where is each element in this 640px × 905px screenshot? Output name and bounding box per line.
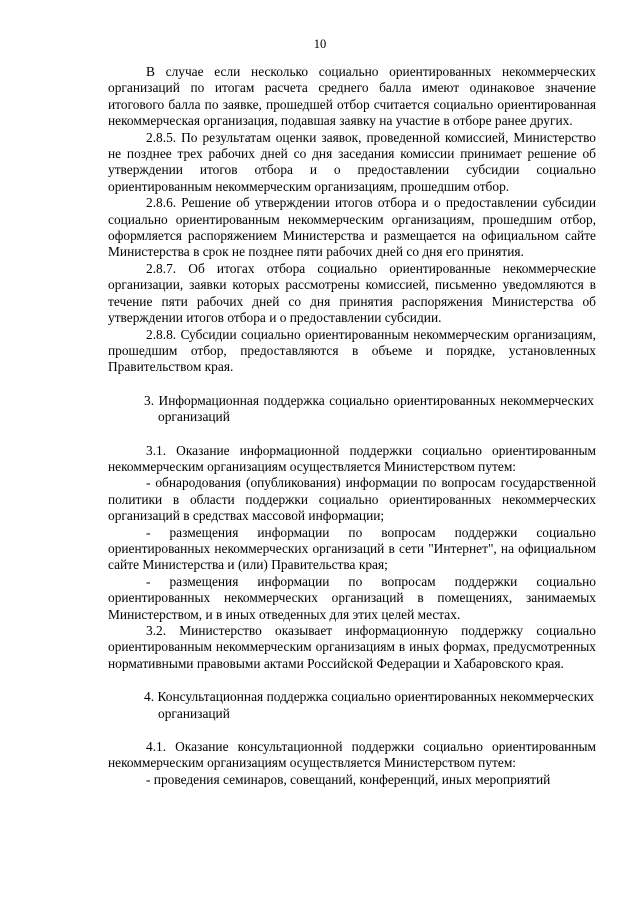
list-item-media: - обнародования (опубликования) информации по вопросам государственной политики в области поддержки социально ориентированных некоммерческих организаций в средствах массовой информации; [108, 475, 596, 524]
paragraph-4-1: 4.1. Оказание консультационной поддержки социально ориентированным некоммерческим организациям осуществляется Министерством путем: [108, 739, 596, 771]
list-item-seminars: - проведения семинаров, совещаний, конференций, иных мероприятий [146, 771, 551, 787]
list-item-premises: - размещения информации по вопросам поддержки социально ориентированных некоммерческих организаций в помещениях, занимаемых Министерством, и в иных отведенных для этих целей местах. [108, 573, 596, 622]
paragraph-3-2: 3.2. Министерство оказывает информационную поддержку социально ориентированным некоммерческим организациям в иных формах, предусмотренных нормативными правовыми актами Российской Федерации и Хабаровского края. [108, 623, 596, 671]
section-4-heading: 4. Консультационная поддержка социально ориентированных некоммерческих организаций [144, 689, 594, 721]
paragraph-2-8-8: 2.8.8. Субсидии социально ориентированным некоммерческим организациям, прошедшим отбор, предоставляются в объеме и порядке, установленных Правительством края. [108, 326, 596, 375]
list-item-internet: - размещения информации по вопросам поддержки социально ориентированных некоммерческих организаций в сети "Интернет", на официальном сайте Министерства и (или) Правительства края; [108, 524, 596, 573]
paragraph-tie-rule: В случае если несколько социально ориентированных некоммерческих организаций по итогам расчета среднего балла имеют одинаковое значение итогового балла по заявке, прошедшей отбор считается социально ориентированная некоммерческая организация, подавшая заявку на участие в отборе ранее других. [108, 64, 596, 129]
paragraph-2-8-5: 2.8.5. По результатам оценки заявок, проведенной комиссией, Министерство не позднее трех рабочих дней со дня заседания комиссии принимает решение об утверждении итогов отбора и о предоставлении субсидии социально ориентированным некоммерческим организациям, прошедшим отбор. [108, 129, 596, 194]
paragraph-2-8-7: 2.8.7. Об итогах отбора социально ориентированные некоммерческие организации, заявки которых рассмотрены комиссией, письменно уведомляются в течение пяти рабочих дней со дня принятия распоряжения Министерства об утверждении итогов отбора и о предоставлении субсидии. [108, 260, 596, 326]
paragraph-3-1: 3.1. Оказание информационной поддержки социально ориентированным некоммерческим организациям осуществляется Министерством путем: [108, 442, 596, 474]
page-content [108, 64, 596, 788]
page-number: 10 [313, 37, 327, 51]
section-3-heading: 3. Информационная поддержка социально ориентированных некоммерческих организаций [144, 392, 594, 425]
paragraph-2-8-6: 2.8.6. Решение об утверждении итогов отбора и о предоставлении субсидии социально ориентированным некоммерческим организациям, прошедшим отбор, оформляется распоряжением Министерства и размещается на официальном сайте Министерства в срок не позднее пяти рабочих дней со дня его принятия. [108, 195, 596, 260]
